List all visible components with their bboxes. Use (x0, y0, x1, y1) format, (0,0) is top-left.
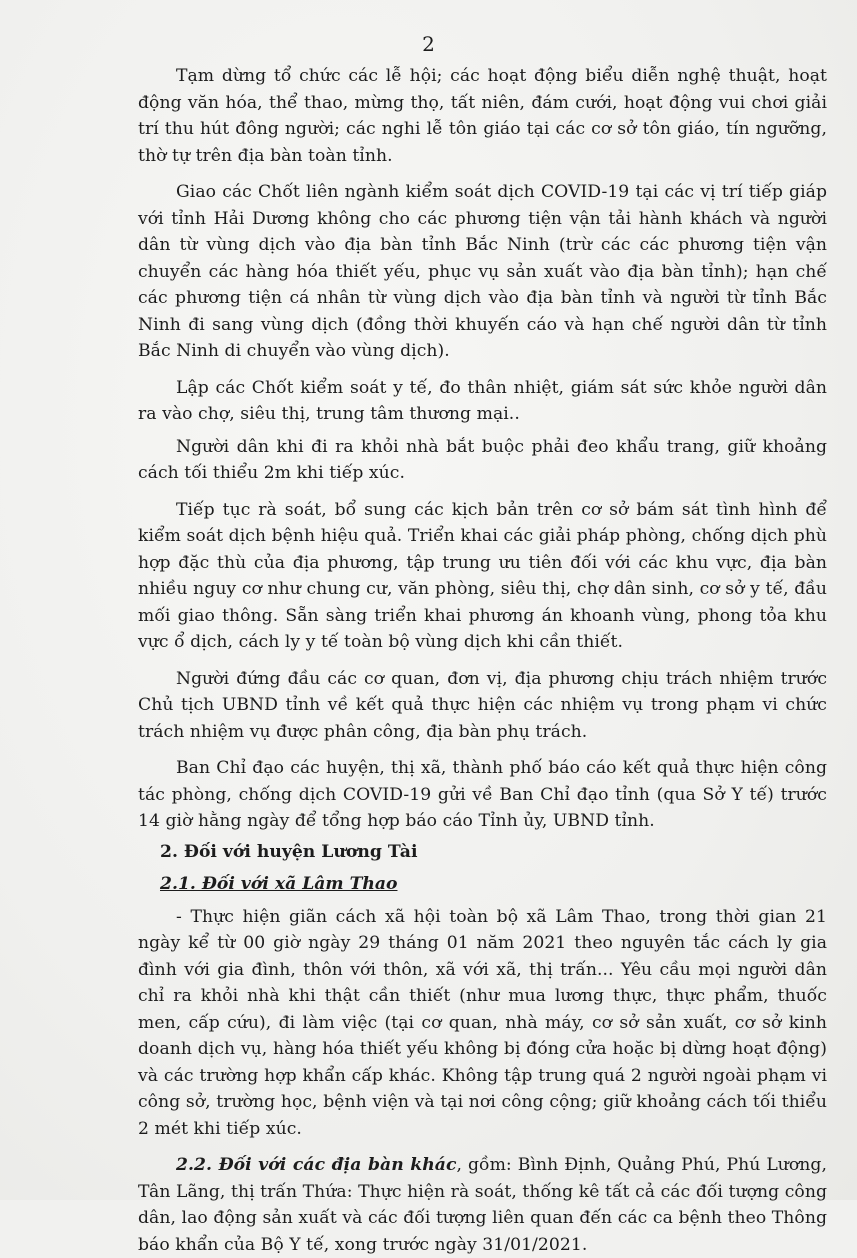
paragraph-checkpoints-hai-duong: Giao các Chốt liên ngành kiểm soát dịch COVID-19 tại các vị trí tiếp giáp với tỉnh Hải Dương không cho các phương tiện vận tải hành khách và người dân từ vùng dịch vào địa bàn tỉnh Bắc Ninh (trừ các các phương tiện vận chuyển các hàng hóa thiết yếu, phục vụ sản xuất vào địa bàn tỉnh); hạn chế các phương tiện cá nhân từ vùng dịch vào địa bàn tỉnh và người từ tỉnh Bắc Ninh đi sang vùng dịch (đồng thời khuyến cáo và hạn chế người dân từ tỉnh Bắc Ninh di chuyển vào vùng dịch). (138, 182, 827, 361)
paragraph-other-areas (0, 1152, 857, 1258)
paragraph-social-distancing-lam-thao: - Thực hiện giãn cách xã hội toàn bộ xã Lâm Thao, trong thời gian 21 ngày kể từ 00 giờ ngày 29 tháng 01 năm 2021 theo nguyên tắc cách ly gia đình với gia đình, thôn với thôn, xã với xã, thị trấn... Yêu cầu mọi người dân chỉ ra khỏi nhà khi thật cần thiết (như mua lương thực, thực phẩm, thuốc men, cấp cứu), đi làm việc (tại cơ quan, nhà máy, cơ sở sản xuất, cơ sở kinh doanh dịch vụ, hàng hóa thiết yếu không bị đóng cửa hoặc bị dừng hoạt động) và các trường hợp khẩn cấp khác. Không tập trung quá 2 người ngoài phạm vi công sở, trường học, bệnh viện và tại nơi công cộng; giữ khoảng cách tối thiểu 2 mét khi tiếp xúc. (138, 906, 827, 1139)
subsection-heading-other-areas: 2.2. Đối với các địa bàn khác (176, 1155, 457, 1175)
section-heading-luong-tai: 2. Đối với huyện Lương Tài (160, 841, 418, 862)
paragraph-scenario-review: Tiếp tục rà soát, bổ sung các kịch bản trên cơ sở bám sát tình hình để kiểm soát dịch bệnh hiệu quả. Triển khai các giải pháp phòng, chống dịch phù hợp đặc thù của địa phương, tập trung ưu tiên đối với các khu vực, địa bàn nhiều nguy cơ như chung cư, văn phòng, siêu thị, chợ dân sinh, cơ sở y tế, đầu mối giao thông. Sẵn sàng triển khai phương án khoanh vùng, phong tỏa khu vực ổ dịch, cách ly y tế toàn bộ vùng dịch khi cần thiết. (138, 499, 827, 652)
subsection-heading-lam-thao: 2.1. Đối với xã Lâm Thao (160, 874, 398, 894)
page-number: 2 (422, 32, 435, 56)
paragraph-medical-checkpoints: Lập các Chốt kiểm soát y tế, đo thân nhiệt, giám sát sức khỏe người dân ra vào chợ, siêu thị, trung tâm thương mại.. (138, 377, 827, 424)
document-body (0, 63, 857, 1258)
paragraph-festival-suspension: Tạm dừng tổ chức các lễ hội; các hoạt động biểu diễn nghệ thuật, hoạt động văn hóa, thể thao, mừng thọ, tất niên, đám cưới, hoạt động vui chơi giải trí thu hút đông người; các nghi lễ tôn giáo tại các cơ sở tôn giáo, tín ngưỡng, thờ tự trên địa bàn toàn tỉnh. (138, 66, 827, 166)
paragraph-responsibility: Người đứng đầu các cơ quan, đơn vị, địa phương chịu trách nhiệm trước Chủ tịch UBND tỉnh về kết quả thực hiện các nhiệm vụ trong phạm vi chức trách nhiệm vụ được phân công, địa bàn phụ trách. (138, 668, 827, 742)
paragraph-face-masks: Người dân khi đi ra khỏi nhà bắt buộc phải đeo khẩu trang, giữ khoảng cách tối thiểu 2m khi tiếp xúc. (138, 436, 827, 483)
paragraph-reporting: Ban Chỉ đạo các huyện, thị xã, thành phố báo cáo kết quả thực hiện công tác phòng, chống dịch COVID-19 gửi về Ban Chỉ đạo tỉnh (qua Sở Y tế) trước 14 giờ hằng ngày để tổng hợp báo cáo Tỉnh ủy, UBND tỉnh. (138, 758, 827, 831)
paragraph-other-areas-text: , gồm: Bình Định, Quảng Phú, Phú Lương, Tân Lãng, thị trấn Thứa: Thực hiện rà soát, thống kê tất cả các đối tượng công dân, lao động sản xuất và các đối tượng liên quan đến các ca bệnh theo Thông báo khẩn của Bộ Y tế, xong trước ngày 31/01/2021. (138, 1155, 827, 1255)
